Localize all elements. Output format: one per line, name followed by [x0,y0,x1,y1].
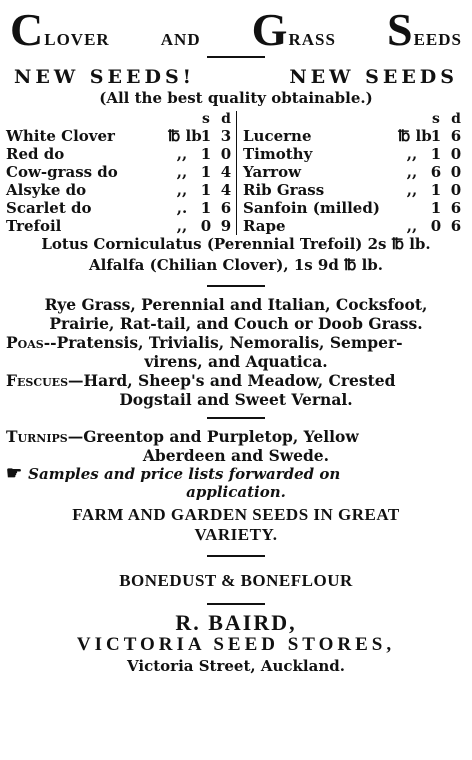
price-row [6,181,236,199]
price-shillings: 1 [200,127,212,145]
title-initial-g: G [251,4,289,55]
seed-name: Timothy [243,145,313,163]
new-seeds-left: NEW SEEDS! [14,66,196,88]
price-pence: 4 [220,181,232,199]
price-unit: ,. [176,199,188,217]
price-row [243,145,466,163]
seed-name: Rib Grass [243,181,325,199]
price-pence: 6 [450,217,462,235]
seed-name: Trefoil [6,217,62,235]
turnips-label: Turnips [6,427,68,446]
divider-rule [207,285,265,287]
seed-name: Sanfoin (milled) [243,199,380,217]
farm-garden-line-1: FARM AND GARDEN SEEDS IN GREAT [72,505,400,524]
divider-rule [207,56,265,58]
ad-title [6,0,466,55]
seed-name: Alsyke do [6,181,87,199]
divider-rule [207,417,265,419]
price-row [243,181,466,199]
price-pence: 6 [450,127,462,145]
pointing-hand-icon: ☛ [6,463,23,484]
price-shillings: 0 [430,217,442,235]
price-pence: 0 [450,181,462,199]
pence-header: d [451,111,461,127]
price-unit: ,, [176,217,188,235]
price-unit: ℔ lb [168,127,202,145]
farm-garden-line-2: VARIETY. [194,525,278,544]
rye-line-1: Rye Grass, Perennial and Italian, Cocksfoot, [44,295,428,314]
rye-line-2: Prairie, Rat-tail, and Couch or Doob Grass. [49,314,423,333]
price-row [6,199,236,217]
price-pence: 0 [220,145,232,163]
new-seeds-heading [6,66,466,88]
price-shillings: 6 [430,163,442,181]
poas-paragraph [6,333,466,371]
price-pence: 9 [220,217,232,235]
shillings-header: s [202,111,210,127]
price-shillings: 1 [430,199,442,217]
price-pence: 4 [220,163,232,181]
title-initial-s: S [386,4,414,55]
price-shillings: 0 [200,217,212,235]
shillings-header: s [432,111,440,127]
price-column-right [236,111,466,235]
samples-line-2: application. [186,483,286,501]
title-clover-rest: LOVER [44,30,110,49]
poas-text-2: virens, and Aquatica. [144,352,328,371]
fescues-paragraph [6,371,466,409]
price-shillings: 1 [430,127,442,145]
price-shillings: 1 [200,199,212,217]
poas-text-1: --Pratensis, Trivialis, Nemoralis, Semper- [43,333,403,352]
price-unit: ,, [176,181,188,199]
seed-name: Yarrow [243,163,301,181]
price-unit: ,, [406,163,418,181]
price-row [243,217,466,235]
price-unit: ,, [406,145,418,163]
quality-subheading: (All the best quality obtainable.) [99,89,373,107]
title-word-and: AND [160,30,201,49]
price-row [6,163,236,181]
price-unit: ℔ lb [398,127,432,145]
fescues-label: Fescues [6,371,69,390]
poas-label: Poas [6,333,44,352]
fescues-text-1: —Hard, Sheep's and Meadow, Crested [68,371,396,390]
seed-name: Lucerne [243,127,312,145]
price-row [6,127,236,145]
price-table [6,111,466,235]
title-initial-c: C [10,4,45,55]
seed-name: Cow-grass do [6,163,118,181]
samples-line-1: Samples and price lists forwarded on [28,465,341,483]
price-row [243,163,466,181]
price-unit: ,, [176,163,188,181]
price-pence: 0 [450,145,462,163]
turnips-paragraph [6,427,466,465]
price-pence: 6 [220,199,232,217]
price-pence: 0 [450,163,462,181]
turnips-text-2: Aberdeen and Swede. [142,446,330,465]
divider-rule [207,555,265,557]
price-row [243,199,466,217]
title-grass-rest: RASS [288,30,336,49]
price-shillings: 1 [430,145,442,163]
turnips-text-1: —Greentop and Purpletop, Yellow [67,427,359,446]
fescues-text-2: Dogstail and Sweet Vernal. [119,390,353,409]
seed-name: Rape [243,217,286,235]
price-unit: ,, [406,217,418,235]
store-name: VICTORIA SEED STORES, [76,634,396,655]
title-word-seeds [386,4,462,55]
divider-rule [207,603,265,605]
price-row [6,217,236,235]
price-header [243,111,466,127]
price-shillings: 1 [200,163,212,181]
price-row [6,145,236,163]
store-address: Victoria Street, Auckland. [127,657,345,675]
price-pence: 3 [220,127,232,145]
price-pence: 6 [450,199,462,217]
price-shillings: 1 [200,145,212,163]
seed-name: Scarlet do [6,199,92,217]
price-unit [398,199,426,217]
price-row [243,127,466,145]
new-seeds-right: NEW SEEDS [289,66,458,88]
price-column-left [6,111,236,235]
rye-grass-paragraph [6,295,466,333]
seed-name: Red do [6,145,65,163]
price-unit: ,, [176,145,188,163]
alfalfa-line: Alfalfa (Chilian Clover), 1s 9d ℔ lb. [89,256,383,274]
merchant-name: R. BAIRD, [175,610,297,635]
price-header [6,111,236,127]
title-word-grass [251,4,336,55]
price-unit: ,, [406,181,418,199]
price-shillings: 1 [200,181,212,199]
lotus-line: Lotus Corniculatus (Perennial Trefoil) 2s ℔ lb. [41,235,431,253]
title-word-clover [10,4,110,55]
price-shillings: 1 [430,181,442,199]
bonedust-line: BONEDUST & BONEFLOUR [119,571,353,590]
seed-name: White Clover [6,127,115,145]
title-seeds-rest: EEDS [413,30,462,49]
pence-header: d [221,111,231,127]
samples-note [6,465,466,501]
